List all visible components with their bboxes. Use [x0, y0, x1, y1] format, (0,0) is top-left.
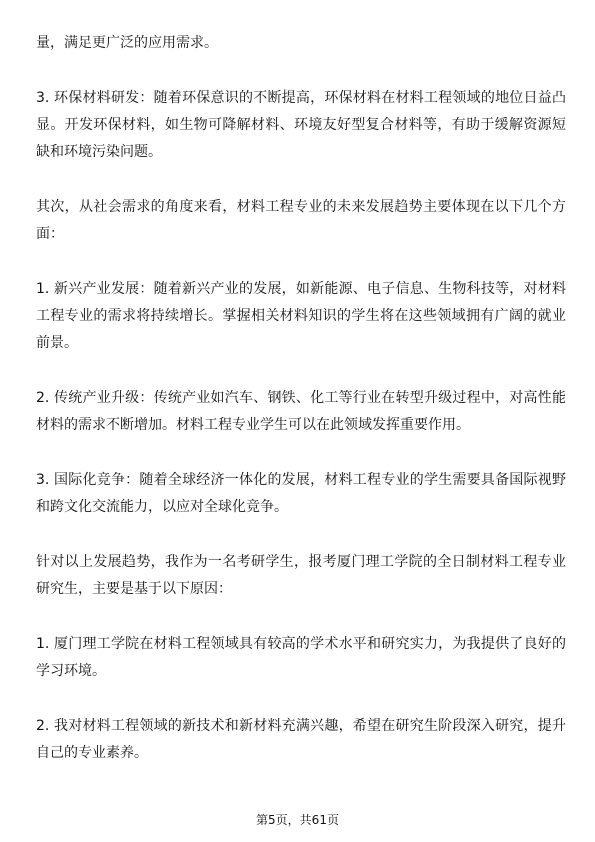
- paragraph-traditional-upgrade: 2. 传统产业升级：传统产业如汽车、钢铁、化工等行业在转型升级过程中，对高性能材料的需求不断增加。材料工程专业学生可以在此领域发挥重要作用。: [36, 390, 566, 433]
- paragraph-reason-2: 2. 我对材料工程领域的新技术和新材料充满兴趣，希望在研究生阶段深入研究，提升自己的专业素养。: [36, 718, 566, 761]
- paragraph-emerging-industries: 1. 新兴产业发展：随着新兴产业的发展，如新能源、电子信息、生物科技等，对材料工程专业的需求将持续增长。掌握相关材料知识的学生将在这些领域拥有广阔的就业前景。: [36, 281, 566, 351]
- paragraph-eco-materials: 3. 环保材料研发：随着环保意识的不断提高，环保材料在材料工程领域的地位日益凸显。开发环保材料，如生物可降解材料、环境友好型复合材料等，有助于缓解资源短缺和环境污染问题。: [36, 90, 566, 160]
- paragraph-reason-1: 1. 厦门理工学院在材料工程领域具有较高的学术水平和研究实力，为我提供了良好的学习环境。: [36, 636, 566, 679]
- page-number: 第5页，共61页: [256, 813, 339, 827]
- paragraph-application-reasons-intro: 针对以上发展趋势，我作为一名考研学生，报考厦门理工学院的全日制材料工程专业研究生，主要是基于以下原因：: [36, 554, 566, 597]
- paragraph-international-competition: 3. 国际化竞争：随着全球经济一体化的发展，材料工程专业的学生需要具备国际视野和跨文化交流能力，以应对全球化竞争。: [36, 472, 566, 515]
- paragraph-continuation: 量，满足更广泛的应用需求。: [36, 35, 218, 51]
- document-body: [36, 30, 566, 795]
- paragraph-social-demand-intro: 其次，从社会需求的角度来看，材料工程专业的未来发展趋势主要体现在以下几个方面：: [36, 199, 566, 242]
